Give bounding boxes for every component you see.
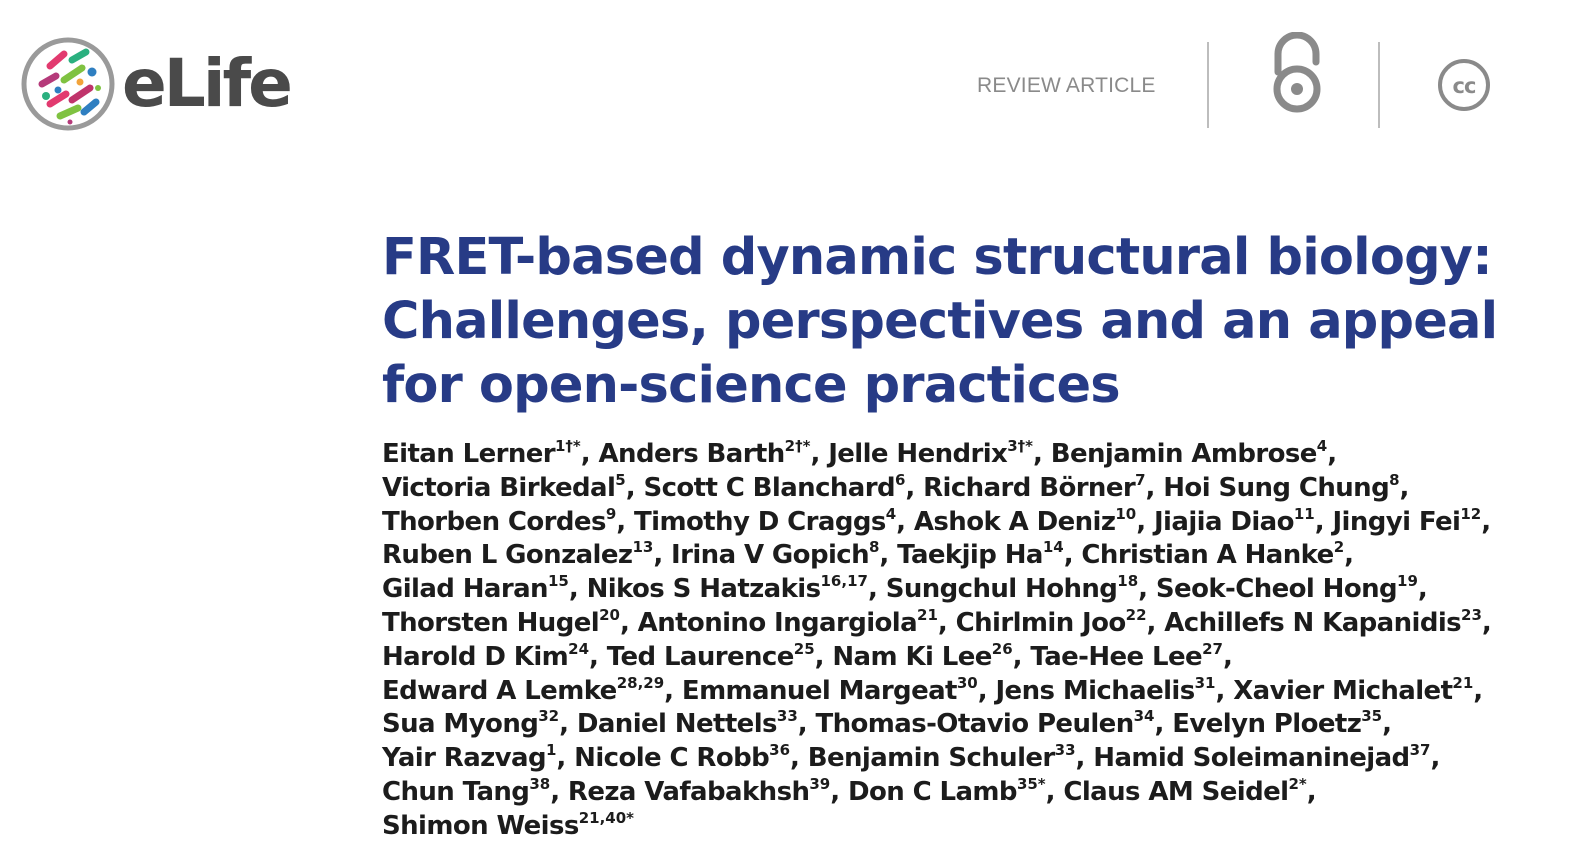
author-affiliation-marker: 31 (1194, 673, 1216, 692)
author-name[interactable]: Thorsten Hugel$^{20}$, (382, 605, 630, 638)
author-affiliation-marker: 2 (1333, 538, 1345, 557)
author-name[interactable]: Claus AM Seidel$^{2*}$, (1063, 774, 1317, 807)
author-affiliation-marker: 25 (793, 639, 815, 658)
author-affiliation-marker: 14 (1042, 538, 1064, 557)
author-affiliation-marker: 16,17 (820, 572, 868, 591)
author-affiliation-marker: 1†* (555, 437, 581, 455)
author-name[interactable]: Antonino Ingargiola$^{21}$, (637, 605, 948, 638)
author-name[interactable]: Yair Razvag$^1$, (382, 741, 566, 774)
title-line: FRET-based dynamic structural biology: (382, 228, 1492, 287)
author-affiliation-marker: 8 (1389, 470, 1400, 489)
author-name-text: Antonino Ingargiola (637, 607, 918, 638)
author-name[interactable]: Taekjip Ha$^{14}$, (897, 538, 1073, 571)
author-name-text: Harold D Kim (382, 641, 569, 672)
title-line: Challenges, perspectives and an appeal (382, 292, 1498, 351)
author-name-text: Victoria Birkedal (382, 472, 616, 503)
author-list (382, 438, 1542, 844)
author-name-text: Daniel Nettels (576, 709, 777, 740)
author-affiliation-marker: 18 (1117, 572, 1139, 591)
author-name-text: Nam Ki Lee (832, 641, 992, 672)
elife-logo[interactable] (20, 36, 290, 132)
author-name[interactable]: Ruben L Gonzalez$^{13}$, (382, 538, 663, 571)
author-name-text: Claus AM Seidel (1063, 776, 1289, 807)
author-affiliation-marker: 27 (1202, 639, 1223, 658)
author-name-text: Seok-Cheol Hong (1155, 574, 1398, 605)
author-affiliation-marker: 33 (1054, 741, 1076, 760)
author-name-text: Benjamin Schuler (807, 743, 1055, 774)
author-name[interactable]: Harold D Kim$^{24}$, (382, 639, 599, 672)
article-title (382, 226, 1502, 418)
author-name-text: Timothy D Craggs (634, 506, 886, 537)
author-name[interactable]: Christian A Hanke$^2$, (1081, 538, 1354, 571)
author-affiliation-marker: 13 (632, 538, 654, 557)
author-name[interactable]: Sua Myong$^{32}$, (382, 707, 569, 740)
author-name[interactable]: Emmanuel Margeat$^{30}$, (681, 673, 988, 706)
author-name[interactable]: Ashok A Deniz$^{10}$, (913, 504, 1146, 537)
author-name-text: Taekjip Ha (897, 540, 1043, 571)
author-affiliation-marker: 12 (1460, 504, 1482, 523)
author-name-text: Edward A Lemke (382, 675, 617, 706)
author-name[interactable]: Edward A Lemke$^{28,29}$, (382, 673, 674, 706)
author-name[interactable]: Gilad Haran$^{15}$, (382, 572, 579, 605)
author-name[interactable]: Sungchul Hohng$^{18}$, (885, 572, 1148, 605)
author-name[interactable]: Jiajia Diao$^{11}$, (1153, 504, 1324, 537)
author-name[interactable]: Nicole C Robb$^{36}$, (574, 741, 800, 774)
author-name-text: Chun Tang (382, 776, 530, 807)
author-name[interactable]: Timothy D Craggs$^4$, (634, 504, 906, 537)
author-affiliation-marker: 39 (809, 774, 831, 793)
author-name-text: Evelyn Ploetz (1172, 709, 1362, 740)
article-type-label: REVIEW ARTICLE (977, 74, 1156, 97)
author-name-text: Shimon Weiss (382, 810, 579, 841)
author-name-text: Xavier Michalet (1233, 675, 1453, 706)
author-name[interactable]: Ted Laurence$^{25}$, (606, 639, 824, 672)
open-access-icon[interactable] (1266, 32, 1328, 114)
page-header (0, 0, 1574, 150)
author-name[interactable]: Don C Lamb$^{35*}$, (847, 774, 1055, 807)
author-name[interactable]: Scott C Blanchard$^6$, (643, 470, 915, 503)
author-name-text: Ruben L Gonzalez (382, 540, 633, 571)
author-name[interactable]: Tae-Hee Lee$^{27}$, (1030, 639, 1233, 672)
author-affiliation-marker: 21 (1452, 673, 1474, 692)
author-affiliation-marker: 19 (1397, 572, 1418, 591)
author-name-text: Chirlmin Joo (955, 607, 1126, 638)
author-name[interactable]: Nam Ki Lee$^{26}$, (832, 639, 1022, 672)
author-affiliation-marker: 9 (605, 504, 617, 523)
author-affiliation-marker: 38 (529, 774, 551, 793)
author-name[interactable]: Irina V Gopich$^8$, (671, 538, 889, 571)
author-affiliation-marker: 4 (885, 504, 897, 523)
author-name[interactable]: Hoi Sung Chung$^8$, (1163, 470, 1409, 503)
author-affiliation-marker: 33 (776, 707, 798, 726)
author-name-text: Jingyi Fei (1332, 506, 1461, 537)
author-affiliation-marker: 20 (599, 605, 620, 624)
author-affiliation-marker: 22 (1125, 605, 1147, 624)
author-name-text: Sungchul Hohng (885, 574, 1118, 605)
author-name-text: Sua Myong (382, 709, 539, 740)
author-affiliation-marker: 37 (1409, 741, 1431, 760)
author-name-text: Nikos S Hatzakis (586, 574, 821, 605)
author-name[interactable]: Victoria Birkedal$^5$, (382, 470, 635, 503)
author-name[interactable]: Seok-Cheol Hong$^{19}$, (1155, 572, 1428, 605)
author-name-text: Richard Börner (923, 472, 1136, 503)
author-affiliation-marker: 10 (1115, 504, 1137, 523)
author-affiliation-marker: 24 (568, 639, 590, 658)
author-name-text: Jens Michaelis (995, 675, 1195, 706)
author-name[interactable]: Chirlmin Joo$^{22}$, (955, 605, 1156, 638)
author-name[interactable]: Jelle Hendrix$^{3\dagger*}$, (828, 437, 1043, 469)
author-name-text: Hamid Soleimaninejad (1093, 743, 1410, 774)
cc-label: cc (1452, 74, 1476, 98)
author-name-text: Jiajia Diao (1153, 506, 1294, 537)
author-affiliation-marker: 8 (868, 538, 880, 557)
header-divider (1378, 42, 1380, 128)
author-name[interactable]: Thorben Cordes$^9$, (382, 504, 626, 537)
author-name-text: Emmanuel Margeat (681, 675, 957, 706)
author-name-text: Hoi Sung Chung (1163, 472, 1390, 503)
creative-commons-icon[interactable] (1436, 57, 1492, 113)
author-name-text: Thomas-Otavio Peulen (815, 709, 1134, 740)
author-name-text: Nicole C Robb (574, 743, 770, 774)
author-name-text: Thorsten Hugel (382, 607, 600, 638)
author-name[interactable]: Hamid Soleimaninejad$^{37}$, (1093, 741, 1440, 774)
author-affiliation-marker: 2†* (784, 437, 811, 455)
author-name[interactable]: Nikos S Hatzakis$^{16,17}$, (586, 572, 878, 605)
author-affiliation-marker: 7 (1135, 470, 1146, 489)
author-affiliation-marker: 15 (547, 572, 569, 591)
elife-logo-mark-icon (20, 36, 116, 132)
author-affiliation-marker: 23 (1461, 605, 1482, 624)
author-name[interactable]: Evelyn Ploetz$^{35}$, (1172, 707, 1392, 740)
author-affiliation-marker: 1 (545, 741, 557, 760)
author-name-text: Don C Lamb (847, 776, 1017, 807)
header-divider (1207, 42, 1209, 128)
author-name[interactable]: Chun Tang$^{38}$, (382, 774, 560, 807)
author-name[interactable]: Jingyi Fei$^{12}$, (1332, 504, 1491, 537)
author-name[interactable]: Daniel Nettels$^{33}$, (576, 707, 808, 740)
author-affiliation-marker: 21 (917, 605, 938, 624)
author-name[interactable] (382, 808, 635, 841)
author-name-text: Christian A Hanke (1081, 540, 1334, 571)
author-affiliation-marker: 11 (1293, 504, 1315, 523)
author-name-text: Eitan Lerner (382, 439, 555, 469)
author-name-text: Ted Laurence (606, 641, 794, 672)
author-name[interactable]: Reza Vafabakhsh$^{39}$, (567, 774, 840, 807)
author-name[interactable]: Thomas-Otavio Peulen$^{34}$, (815, 707, 1164, 740)
author-affiliation-marker: 30 (956, 673, 978, 692)
author-affiliation-marker: 2* (1288, 774, 1307, 793)
author-name-text: Reza Vafabakhsh (567, 776, 810, 807)
author-name-text: Irina V Gopich (671, 540, 869, 571)
author-affiliation-marker: 35* (1016, 774, 1046, 793)
author-name[interactable]: Benjamin Schuler$^{33}$, (807, 741, 1085, 774)
author-name-text: Anders Barth (598, 439, 785, 469)
author-name[interactable]: Eitan Lerner$^{1\dagger*}$, (382, 437, 591, 469)
author-name[interactable]: Benjamin Ambrose$^4$, (1050, 437, 1337, 469)
author-name[interactable]: Anders Barth$^{2\dagger*}$, (598, 437, 820, 469)
author-name-text: Scott C Blanchard (643, 472, 895, 503)
author-name-text: Gilad Haran (382, 574, 548, 605)
author-affiliation-marker: 26 (991, 639, 1013, 658)
author-affiliation-marker: 28,29 (616, 673, 665, 692)
author-name-text: Tae-Hee Lee (1030, 641, 1203, 672)
author-affiliation-marker: 32 (538, 707, 560, 726)
author-name-text: Yair Razvag (382, 743, 546, 774)
author-name-text: Achillefs N Kapanidis (1164, 607, 1462, 638)
author-affiliation-marker: 5 (615, 470, 626, 489)
logo-wordmark: eLife (122, 45, 290, 122)
author-affiliation-marker: 21,40* (578, 808, 635, 827)
author-name-text: Jelle Hendrix (828, 439, 1008, 469)
author-name[interactable]: Xavier Michalet$^{21}$, (1233, 673, 1483, 706)
author-name[interactable]: Richard Börner$^7$, (923, 470, 1155, 503)
author-affiliation-marker: 4 (1316, 437, 1328, 455)
author-affiliation-marker: 6 (894, 470, 906, 489)
author-name-text: Ashok A Deniz (913, 506, 1116, 537)
author-name-text: Thorben Cordes (382, 506, 606, 537)
author-name[interactable]: Jens Michaelis$^{31}$, (995, 673, 1225, 706)
author-name[interactable]: Achillefs N Kapanidis$^{23}$, (1164, 605, 1492, 638)
title-line: for open-science practices (382, 356, 1120, 415)
author-affiliation-marker: 34 (1133, 707, 1155, 726)
author-name-text: Benjamin Ambrose (1050, 439, 1317, 469)
author-affiliation-marker: 3†* (1007, 437, 1034, 455)
author-affiliation-marker: 35 (1361, 707, 1383, 726)
author-affiliation-marker: 36 (769, 741, 791, 760)
